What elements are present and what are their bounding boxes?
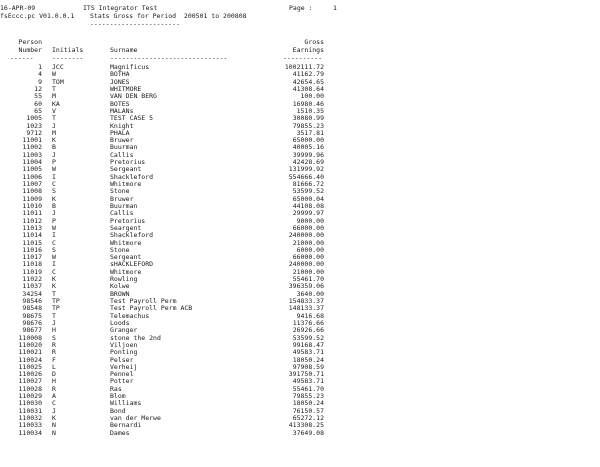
person-number-cell: 98548	[22, 304, 42, 313]
person-number-cell: 12	[34, 84, 42, 93]
gross-earnings-cell: 6000.00	[296, 245, 324, 254]
initials-cell: R	[52, 340, 56, 349]
gross-earnings-cell: 42428.69	[292, 158, 324, 167]
surname-cell: Verheij	[110, 362, 138, 371]
gross-earnings-cell: 413308.25	[288, 421, 324, 430]
person-number-cell: 11004	[22, 158, 42, 167]
gross-earnings-cell: 240000.00	[288, 260, 324, 269]
col-earnings-label: Earnings	[292, 46, 324, 54]
gross-earnings-cell: 9000.00	[296, 216, 324, 225]
surname-cell: Bond	[110, 406, 126, 415]
initials-cell: B	[52, 201, 56, 210]
person-number-cell: 11015	[22, 238, 42, 247]
person-number-cell: 98675	[22, 311, 42, 320]
person-number-cell: 1023	[26, 121, 42, 130]
person-number-cell: 110033	[18, 421, 42, 430]
gross-earnings-cell: 55461.70	[292, 384, 324, 393]
gross-earnings-cell: 97908.59	[292, 362, 324, 371]
report-subtitle: Stats Gross for Period 200501 to 200808	[90, 12, 247, 20]
surname-cell: Seargent	[110, 223, 142, 232]
gross-earnings-cell: 148133.37	[288, 304, 324, 313]
initials-cell: M	[52, 128, 56, 137]
initials-cell: TOM	[52, 77, 64, 86]
surname-cell: Whitmore	[110, 238, 142, 247]
surname-cell: Williams	[110, 399, 142, 408]
gross-earnings-cell: 65000.00	[292, 136, 324, 145]
person-number-cell: 11018	[22, 260, 42, 269]
surname-cell: BOTHA	[110, 70, 130, 79]
person-number-cell: 1	[38, 63, 42, 71]
surname-cell: Potter	[110, 377, 134, 386]
person-number-cell: 11017	[22, 253, 42, 262]
surname-cell: Rowling	[110, 275, 138, 284]
gross-earnings-cell: 21000.00	[292, 267, 324, 276]
initials-cell: I	[52, 231, 56, 240]
gross-earnings-cell: 40005.16	[292, 143, 324, 152]
surname-cell: Whitmore	[110, 180, 142, 188]
person-number-cell: 110028	[18, 384, 42, 393]
person-number-cell: 11014	[22, 231, 42, 240]
gross-earnings-cell: 66000.00	[292, 223, 324, 232]
surname-cell: Bruwer	[110, 194, 134, 203]
person-number-cell: 11008	[22, 187, 42, 196]
table-row	[0, 430, 600, 437]
person-number-cell: 110034	[18, 428, 42, 437]
initials-cell: J	[52, 150, 56, 159]
surname-cell: stone the 2nd	[110, 333, 161, 342]
person-number-cell: 4	[38, 70, 42, 79]
initials-cell: I	[52, 260, 56, 269]
initials-cell: TP	[52, 304, 60, 313]
gross-earnings-cell: 99168.47	[292, 340, 324, 349]
initials-cell: K	[52, 282, 56, 291]
person-number-cell: 9	[38, 77, 42, 86]
report-date: 16-APR-09	[0, 4, 36, 12]
surname-cell: Pennel	[110, 370, 134, 379]
person-number-cell: 1005	[26, 114, 42, 123]
surname-cell: Stone	[110, 245, 130, 254]
person-number-cell: 110032	[18, 414, 42, 422]
gross-earnings-cell: 1510.35	[296, 106, 324, 115]
person-number-cell: 11012	[22, 216, 42, 225]
gross-earnings-cell: 100.00	[300, 92, 324, 101]
gross-earnings-cell: 131999.92	[288, 165, 324, 174]
gross-earnings-cell: 79855.23	[292, 121, 324, 130]
person-number-cell: 11005	[22, 165, 42, 174]
initials-cell: K	[52, 194, 56, 203]
initials-cell: KA	[52, 99, 60, 108]
person-number-cell: 11007	[22, 180, 42, 188]
person-number-cell: 110020	[18, 340, 42, 349]
gross-earnings-cell: 42654.65	[292, 77, 324, 86]
surname-cell: Dames	[110, 428, 130, 437]
person-number-cell: 11016	[22, 245, 42, 254]
surname-cell: Buurman	[110, 143, 138, 152]
initials-cell: L	[52, 362, 56, 371]
initials-cell: B	[52, 143, 56, 152]
initials-cell: J	[52, 318, 56, 327]
initials-cell: K	[52, 275, 56, 284]
surname-cell: Shackleford	[110, 231, 154, 240]
surname-cell: JONES	[110, 77, 130, 86]
person-number-cell: 98676	[22, 318, 42, 327]
person-number-cell: 60	[34, 99, 42, 108]
initials-cell: S	[52, 245, 56, 254]
person-number-cell: 110031	[18, 406, 42, 415]
person-number-cell: 98677	[22, 326, 42, 335]
initials-cell: T	[52, 311, 56, 320]
initials-cell: W	[52, 223, 56, 232]
person-number-cell: 11002	[22, 143, 42, 152]
surname-cell: WHITMORE	[110, 84, 142, 93]
surname-cell: Callis	[110, 150, 134, 159]
initials-cell: P	[52, 158, 56, 167]
surname-cell: Pretorius	[110, 158, 146, 167]
person-number-cell: 11009	[22, 194, 42, 203]
initials-cell: N	[52, 428, 56, 437]
page-label: Page :	[289, 4, 313, 12]
col-surname-label: Surname	[110, 46, 138, 54]
gross-earnings-cell: 53599.52	[292, 333, 324, 342]
surname-cell: Whitmore	[110, 267, 142, 276]
initials-cell: J	[52, 121, 56, 130]
gross-earnings-cell: 9416.68	[296, 311, 324, 320]
person-number-cell: 11019	[22, 267, 42, 276]
surname-cell: Blom	[110, 392, 126, 401]
person-number-cell: 34254	[22, 289, 42, 298]
person-number-cell: 11003	[22, 150, 42, 159]
gross-earnings-cell: 21000.00	[292, 238, 324, 247]
surname-cell: TEST CASE 5	[110, 114, 154, 123]
initials-cell: T	[52, 114, 56, 123]
surname-cell: Knight	[110, 121, 134, 130]
person-number-cell: 55	[34, 92, 42, 101]
surname-cell: Ponting	[110, 348, 138, 357]
surname-cell: BOTES	[110, 99, 130, 108]
surname-cell: Stone	[110, 187, 130, 196]
surname-cell: Test Payroll Perm	[110, 297, 177, 305]
report-title: ITS Integrator Test	[83, 4, 158, 12]
initials-cell: TP	[52, 297, 60, 305]
separator-initials: --------	[52, 54, 84, 62]
surname-cell: VAN DEN BERG	[110, 92, 157, 101]
gross-earnings-cell: 26926.66	[292, 326, 324, 335]
table-row	[0, 86, 600, 93]
gross-earnings-cell: 41162.79	[292, 70, 324, 79]
person-number-cell: 11010	[22, 201, 42, 210]
initials-cell: J	[52, 209, 56, 218]
gross-earnings-cell: 30080.99	[292, 114, 324, 123]
person-number-cell: 11037	[22, 282, 42, 291]
person-number-cell: 9712	[26, 128, 42, 137]
initials-cell: P	[52, 216, 56, 225]
gross-earnings-cell: 65272.12	[292, 414, 324, 422]
person-number-cell: 110024	[18, 355, 42, 364]
initials-cell: S	[52, 187, 56, 196]
gross-earnings-cell: 49583.71	[292, 377, 324, 386]
initials-cell: T	[52, 84, 56, 93]
surname-cell: van der Merwe	[110, 414, 161, 422]
surname-cell: Bernardi	[110, 421, 142, 430]
page-number: 1	[333, 4, 337, 12]
initials-cell: F	[52, 355, 56, 364]
person-number-cell: 11011	[22, 209, 42, 218]
person-number-cell: 11013	[22, 223, 42, 232]
col-person-label: Person	[18, 38, 42, 46]
initials-cell: T	[52, 289, 56, 298]
initials-cell: H	[52, 377, 56, 386]
separator-gross: ----------	[283, 54, 323, 62]
surname-cell: Granger	[110, 326, 138, 335]
initials-cell: K	[52, 414, 56, 422]
initials-cell: W	[52, 253, 56, 262]
initials-cell: A	[52, 392, 56, 401]
gross-earnings-cell: 37649.08	[292, 428, 324, 437]
person-number-cell: 110021	[18, 348, 42, 357]
surname-cell: MALANs	[110, 106, 134, 115]
gross-earnings-cell: 154833.37	[288, 297, 324, 305]
initials-cell: C	[52, 238, 56, 247]
surname-cell: Pelser	[110, 355, 134, 364]
title-underline: -----------------------	[90, 20, 181, 28]
person-number-cell: 110025	[18, 362, 42, 371]
gross-earnings-cell: 1002111.72	[284, 63, 324, 71]
surname-cell: Shackleford	[110, 172, 154, 181]
initials-cell: M	[52, 92, 56, 101]
initials-cell: H	[52, 326, 56, 335]
person-number-cell: 110026	[18, 370, 42, 379]
surname-cell: PHALA	[110, 128, 130, 137]
person-number-cell: 110029	[18, 392, 42, 401]
gross-earnings-cell: 240000.00	[288, 231, 324, 240]
initials-cell: J	[52, 406, 56, 415]
separator-surname: ------------------------------	[110, 54, 228, 62]
initials-cell: W	[52, 70, 56, 79]
surname-cell: Kolwe	[110, 282, 130, 291]
program-id: fsEccc.pc V01.0.0.1	[0, 12, 75, 20]
gross-earnings-cell: 16980.46	[292, 99, 324, 108]
person-number-cell: 110027	[18, 377, 42, 386]
gross-earnings-cell: 11376.66	[292, 318, 324, 327]
person-number-cell: 11006	[22, 172, 42, 181]
earnings-table	[0, 64, 600, 437]
gross-earnings-cell: 18050.24	[292, 399, 324, 408]
surname-cell: Loods	[110, 318, 130, 327]
gross-earnings-cell: 18050.24	[292, 355, 324, 364]
initials-cell: K	[52, 136, 56, 145]
surname-cell: Sergeant	[110, 165, 142, 174]
gross-earnings-cell: 29999.97	[292, 209, 324, 218]
surname-cell: Magnificus	[110, 63, 150, 71]
initials-cell: C	[52, 267, 56, 276]
surname-cell: Bruwer	[110, 136, 134, 145]
col-gross-label: Gross	[304, 38, 324, 46]
gross-earnings-cell: 396359.06	[288, 282, 324, 291]
surname-cell: Telemachus	[110, 311, 150, 320]
gross-earnings-cell: 65000.04	[292, 194, 324, 203]
initials-cell: JCC	[52, 63, 64, 71]
person-number-cell: 110030	[18, 399, 42, 408]
person-number-cell: 98546	[22, 297, 42, 305]
gross-earnings-cell: 79855.23	[292, 392, 324, 401]
surname-cell: sHACKLEFORD	[110, 260, 154, 269]
gross-earnings-cell: 81666.72	[292, 180, 324, 188]
gross-earnings-cell: 3640.00	[296, 289, 324, 298]
person-number-cell: 110008	[18, 333, 42, 342]
surname-cell: Pretorius	[110, 216, 146, 225]
separator-person: ------	[10, 54, 34, 62]
initials-cell: I	[52, 172, 56, 181]
initials-cell: C	[52, 180, 56, 188]
initials-cell: N	[52, 421, 56, 430]
surname-cell: Test Payroll Perm ACB	[110, 304, 193, 313]
gross-earnings-cell: 554666.40	[288, 172, 324, 181]
person-number-cell: 65	[34, 106, 42, 115]
col-initials-label: Initials	[52, 46, 84, 54]
gross-earnings-cell: 39999.96	[292, 150, 324, 159]
initials-cell: W	[52, 165, 56, 174]
gross-earnings-cell: 41308.64	[292, 84, 324, 93]
gross-earnings-cell: 44108.08	[292, 201, 324, 210]
surname-cell: Ras	[110, 384, 122, 393]
surname-cell: Sergeant	[110, 253, 142, 262]
initials-cell: R	[52, 384, 56, 393]
person-number-cell: 11001	[22, 136, 42, 145]
initials-cell: C	[52, 399, 56, 408]
gross-earnings-cell: 391750.71	[288, 370, 324, 379]
initials-cell: S	[52, 333, 56, 342]
surname-cell: BROWN	[110, 289, 130, 298]
surname-cell: Buurman	[110, 201, 138, 210]
gross-earnings-cell: 76150.57	[292, 406, 324, 415]
gross-earnings-cell: 55461.70	[292, 275, 324, 284]
surname-cell: Callis	[110, 209, 134, 218]
gross-earnings-cell: 66000.00	[292, 253, 324, 262]
gross-earnings-cell: 49583.71	[292, 348, 324, 357]
initials-cell: D	[52, 370, 56, 379]
col-number-label: Number	[18, 46, 42, 54]
person-number-cell: 11022	[22, 275, 42, 284]
gross-earnings-cell: 53599.52	[292, 187, 324, 196]
initials-cell: R	[52, 348, 56, 357]
surname-cell: Viljoen	[110, 340, 138, 349]
initials-cell: V	[52, 106, 56, 115]
gross-earnings-cell: 3517.81	[296, 128, 324, 137]
